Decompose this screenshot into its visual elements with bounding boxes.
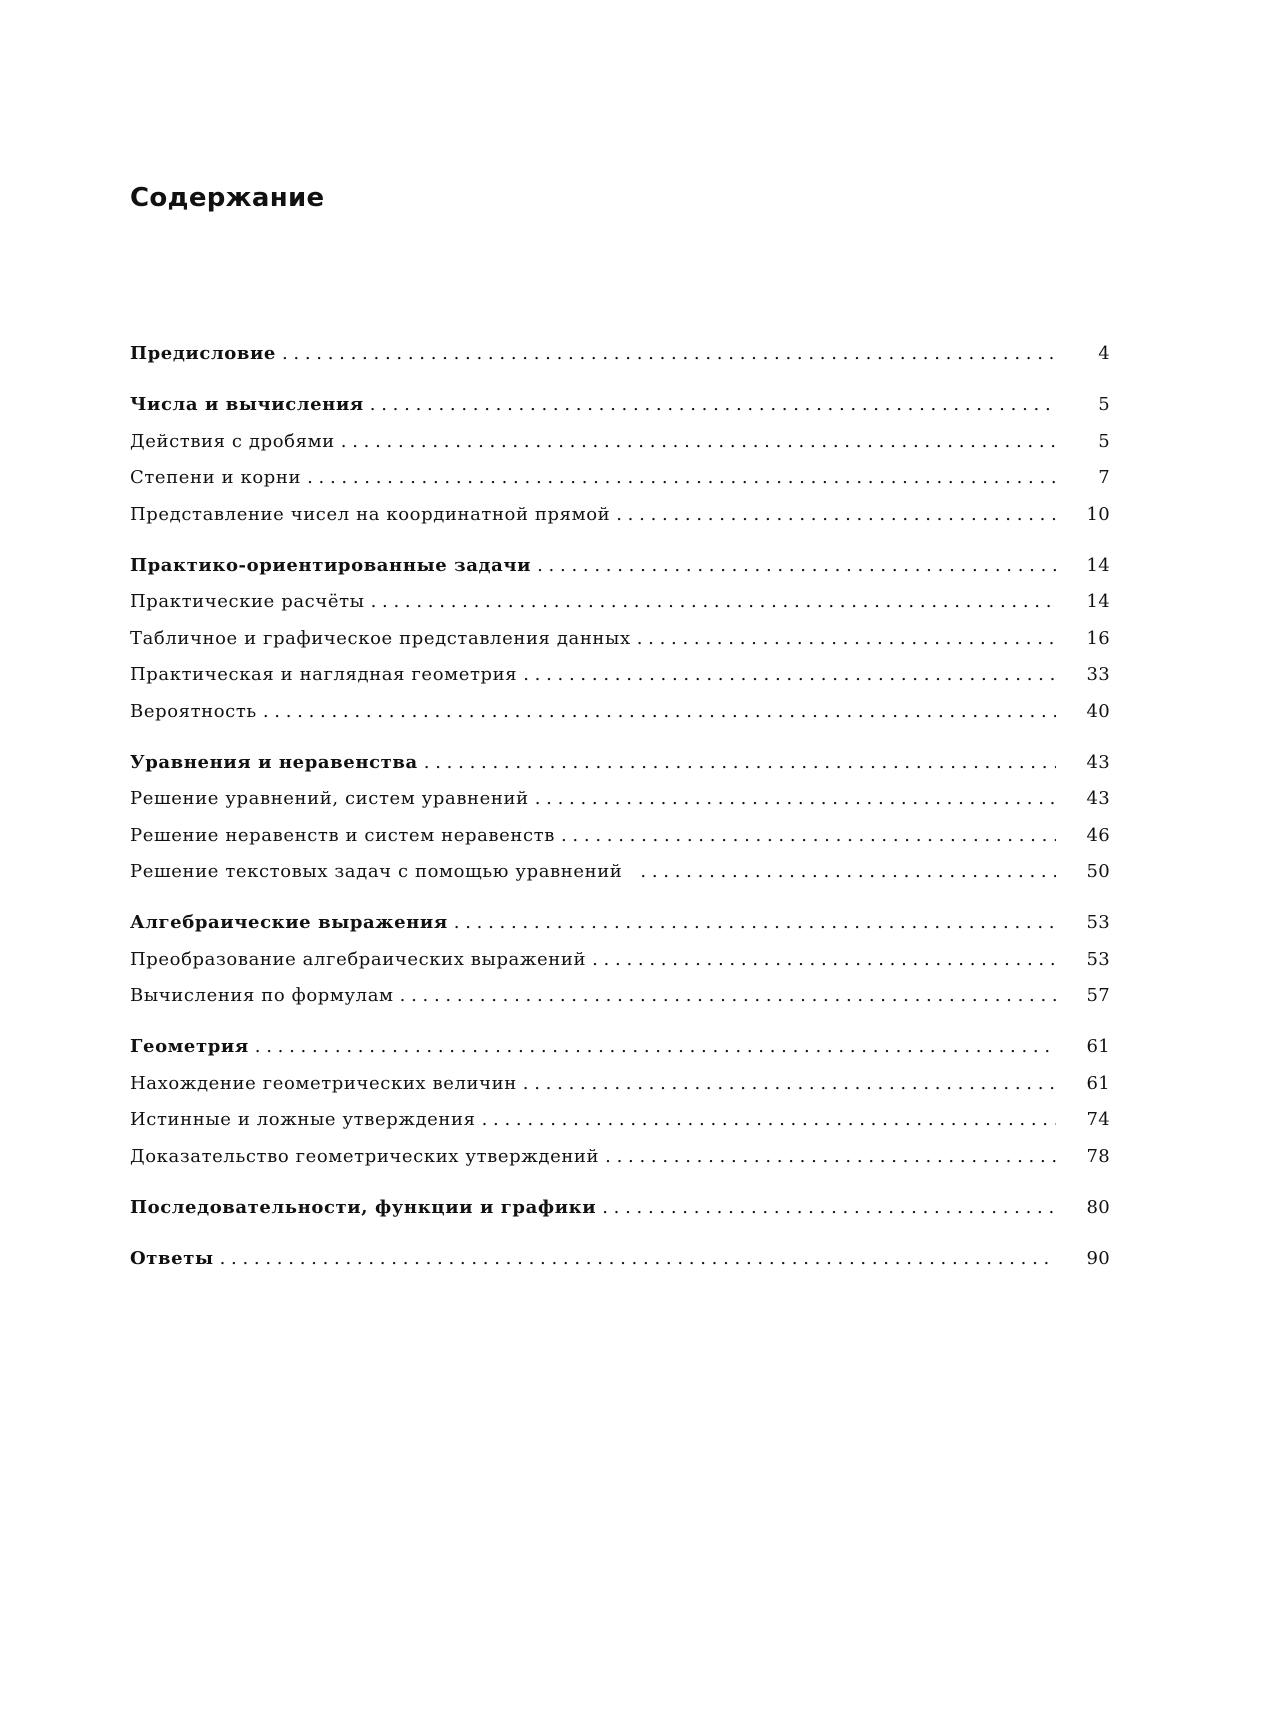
dot-leader — [616, 497, 1056, 534]
toc-entry-geometric-quantities[interactable] — [130, 1066, 1110, 1103]
toc-entry-label: Предисловие — [130, 343, 276, 364]
toc-entry-label: Вероятность — [130, 700, 257, 722]
dot-leader — [282, 336, 1056, 373]
toc-entry-page: 4 — [1098, 343, 1110, 364]
toc-entry-probability[interactable] — [130, 694, 1110, 731]
toc-entry-label: Уравнения и неравенства — [130, 751, 418, 773]
toc-entry-page: 43 — [1086, 788, 1110, 809]
toc-entry-equations-and-inequalities[interactable] — [130, 745, 1110, 782]
toc-entry-practical-calculations[interactable] — [130, 584, 1110, 621]
toc-entry-label: Решение текстовых задач с помощью уравнений — [130, 861, 623, 882]
toc-entry-label: Решение уравнений, систем уравнений — [130, 788, 529, 809]
toc-entry-page: 14 — [1086, 591, 1110, 612]
toc-entry-label: Истинные и ложные утверждения — [130, 1109, 476, 1130]
dot-leader — [535, 781, 1056, 818]
toc-entry-answers[interactable] — [130, 1241, 1110, 1278]
toc-entry-page: 74 — [1086, 1109, 1110, 1130]
dot-leader — [454, 905, 1056, 942]
toc-entry-page: 10 — [1086, 503, 1110, 525]
toc-entry-label: Табличное и графическое представления данных — [130, 627, 631, 649]
toc-entry-geometric-proofs[interactable] — [130, 1139, 1110, 1176]
toc-entry-page: 14 — [1086, 554, 1110, 576]
toc-entry-page: 78 — [1086, 1145, 1110, 1167]
dot-leader — [523, 1066, 1056, 1103]
toc-entry-label: Практико-ориентированные задачи — [130, 554, 532, 576]
toc-entry-page: 61 — [1086, 1036, 1110, 1057]
toc-entry-label: Последовательности, функции и графики — [130, 1196, 597, 1218]
dot-leader — [592, 942, 1056, 979]
toc-entry-page: 5 — [1098, 394, 1110, 415]
toc-entry-preface[interactable] — [130, 336, 1110, 373]
toc-entry-powers-and-roots[interactable] — [130, 460, 1110, 497]
toc-entry-label: Доказательство геометрических утверждений — [130, 1145, 600, 1167]
toc-entry-label: Геометрия — [130, 1036, 249, 1057]
toc-entry-algebraic-expressions[interactable] — [130, 905, 1110, 942]
dot-leader — [605, 1139, 1056, 1176]
dot-leader — [307, 460, 1056, 497]
table-of-contents — [130, 336, 1110, 1277]
toc-entry-page: 53 — [1086, 948, 1110, 970]
toc-entry-page: 43 — [1086, 751, 1110, 773]
toc-entry-label: Вычисления по формулам — [130, 985, 394, 1006]
dot-leader — [561, 818, 1056, 855]
toc-entry-label: Числа и вычисления — [130, 394, 364, 415]
toc-entry-practical-problems[interactable] — [130, 548, 1110, 585]
toc-entry-page: 33 — [1086, 664, 1110, 685]
toc-entry-transforming-expressions[interactable] — [130, 942, 1110, 979]
toc-entry-page: 80 — [1086, 1196, 1110, 1218]
toc-entry-label: Алгебраические выражения — [130, 912, 448, 933]
toc-entry-formula-calculations[interactable] — [130, 978, 1110, 1015]
toc-entry-geometry[interactable] — [130, 1029, 1110, 1066]
dot-leader — [341, 424, 1056, 461]
toc-entry-label: Нахождение геометрических величин — [130, 1072, 517, 1094]
toc-entry-page: 57 — [1086, 985, 1110, 1006]
toc-entry-page: 61 — [1086, 1072, 1110, 1094]
toc-entry-data-representation[interactable] — [130, 621, 1110, 658]
dot-leader — [637, 621, 1056, 658]
toc-entry-page: 50 — [1086, 861, 1110, 882]
toc-entry-label: Представление чисел на координатной прямой — [130, 503, 611, 525]
toc-entry-word-problems[interactable] — [130, 854, 1110, 891]
dot-leader — [602, 1190, 1056, 1227]
dot-leader — [255, 1029, 1056, 1066]
dot-leader — [482, 1102, 1056, 1139]
dot-leader — [400, 978, 1056, 1015]
toc-entry-number-line[interactable] — [130, 497, 1110, 534]
toc-entry-sequences-functions-graphs[interactable] — [130, 1190, 1110, 1227]
toc-entry-label: Решение неравенств и систем неравенств — [130, 824, 555, 846]
dot-leader — [263, 694, 1056, 731]
dot-leader — [371, 584, 1056, 621]
toc-entry-page: 53 — [1086, 912, 1110, 933]
toc-entry-label: Практические расчёты — [130, 591, 365, 612]
toc-entry-page: 16 — [1086, 627, 1110, 649]
dot-leader — [220, 1241, 1056, 1278]
toc-entry-page: 40 — [1086, 700, 1110, 722]
toc-entry-numbers-and-calculations[interactable] — [130, 387, 1110, 424]
dot-leader — [640, 854, 1056, 891]
dot-leader — [523, 657, 1056, 694]
toc-entry-page: 90 — [1086, 1247, 1110, 1269]
toc-entry-page: 5 — [1098, 430, 1110, 452]
toc-entry-label: Преобразование алгебраических выражений — [130, 948, 587, 970]
dot-leader — [537, 548, 1056, 585]
page-title: Содержание — [130, 183, 325, 214]
toc-entry-solving-inequalities[interactable] — [130, 818, 1110, 855]
toc-entry-label: Степени и корни — [130, 467, 302, 488]
toc-entry-label: Действия с дробями — [130, 430, 335, 452]
toc-entry-page: 7 — [1098, 467, 1110, 488]
dot-leader — [370, 387, 1056, 424]
toc-entry-solving-equations[interactable] — [130, 781, 1110, 818]
dot-leader — [424, 745, 1056, 782]
toc-entry-label: Ответы — [130, 1247, 214, 1269]
toc-entry-fractions[interactable] — [130, 424, 1110, 461]
toc-entry-page: 46 — [1086, 824, 1110, 846]
toc-entry-true-false-statements[interactable] — [130, 1102, 1110, 1139]
toc-entry-label: Практическая и наглядная геометрия — [130, 664, 518, 685]
toc-entry-practical-geometry[interactable] — [130, 657, 1110, 694]
